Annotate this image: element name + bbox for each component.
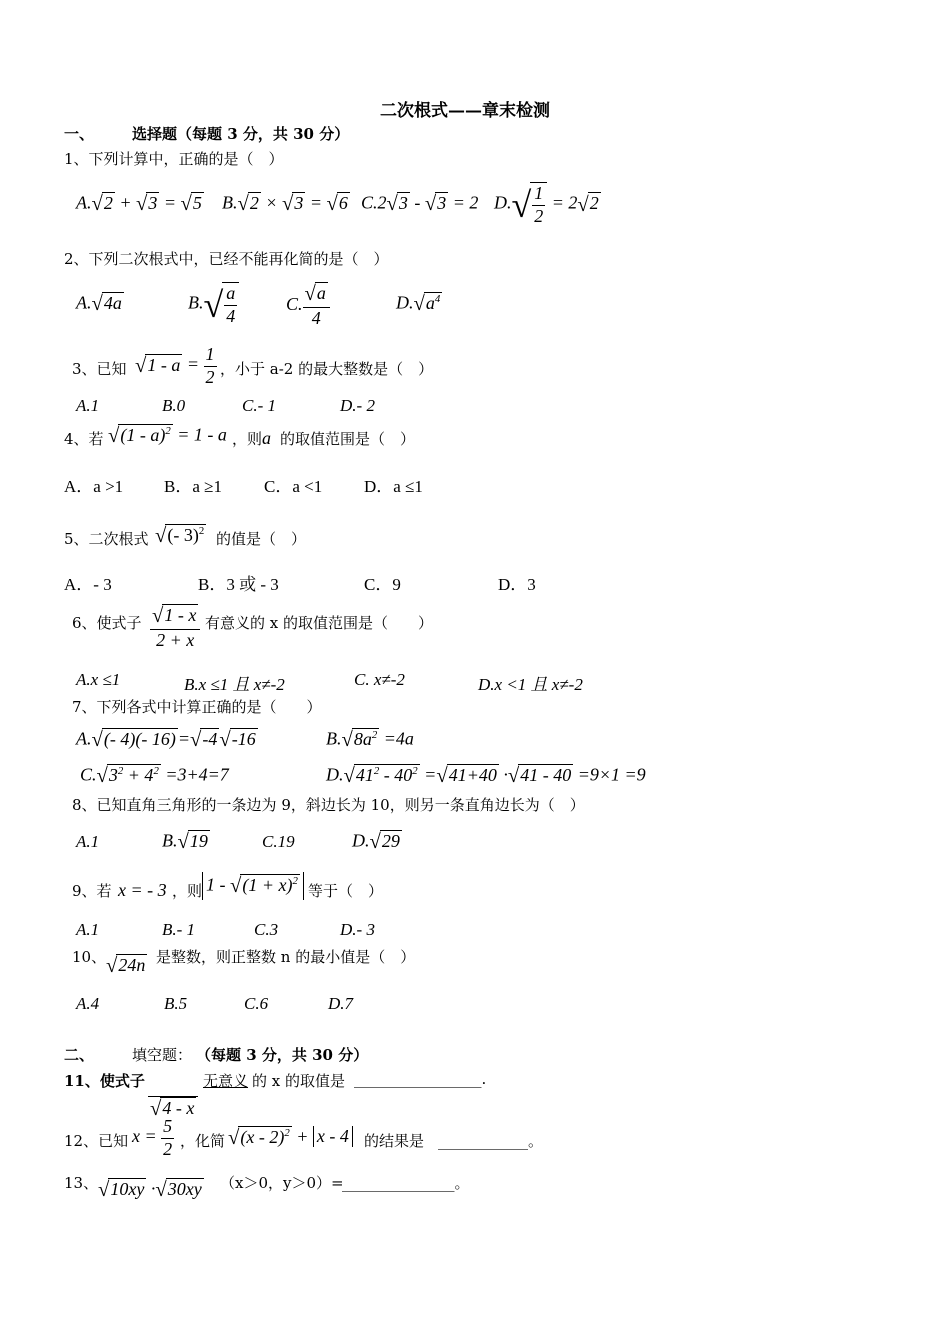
q11-expression: √4 - x (148, 1074, 198, 1122)
q9-option-a: A.1 (76, 920, 100, 939)
q10-option-d: D.7 (328, 994, 354, 1013)
q2-option-c: C. $\frac{√a}{4}$ (286, 282, 330, 330)
q12-condition: x = $\frac{5}{2}$ (132, 1116, 173, 1159)
q1-option-a: A.√2 + √3 = √5 (76, 192, 202, 216)
q5-stem-prefix: 5、二次根式 (64, 530, 149, 548)
q1-option-c: C.2√3 - √3 = 2 (361, 192, 479, 216)
q8-option-d: D.√29 (352, 830, 400, 854)
q6-option-d: D.x <1 且 x≠-2 (478, 675, 583, 694)
q2-option-d: $D.√a^4$ (396, 292, 441, 316)
q5-option-b: B．3 或 - 3 (198, 575, 279, 594)
q9-option-d: D.- 3 (340, 920, 375, 939)
q9-expression: $1 - √(1 + x)^2$ (202, 872, 304, 900)
q2-option-a: A.√4a (76, 292, 122, 316)
q10-option-a: A.4 (76, 994, 100, 1013)
q4-stem-mid: ，则 (232, 430, 263, 448)
q12-answer-blank[interactable]: ____________。 (438, 1132, 544, 1150)
q8-option-b: B.√19 (162, 830, 208, 854)
q3-option-b: B.0 (162, 396, 186, 415)
q9-stem-suffix: 等于（ ） (308, 882, 384, 900)
q9-option-c: C.3 (254, 920, 279, 939)
page-title: 二次根式——章末检测 (380, 101, 550, 121)
q13-expression: √10xy ·√30xy (98, 1178, 202, 1202)
q11-stem-prefix: 11、使式子 (64, 1072, 145, 1090)
q4-condition: √(1 - a)$^2$ = 1 - a (108, 424, 227, 448)
q6-option-a: A.x ≤1 (76, 670, 121, 689)
section-2-number: 二、 (64, 1046, 95, 1064)
q13-stem-prefix: 13、 (64, 1174, 99, 1192)
q3-option-c: C.- 1 (242, 396, 276, 415)
q4-variable: a (262, 428, 271, 448)
q3-stem-prefix: 3、已知 (72, 360, 127, 378)
q3-stem-suffix: ，小于 a-2 的最大整数是（ ） (220, 360, 434, 378)
q1-option-d: D.√ $\frac{1}{2}$ = 2√2 (494, 183, 599, 226)
q11-answer-blank[interactable]: _________________. (354, 1070, 487, 1088)
q13-answer-blank[interactable]: _______________。 (342, 1174, 470, 1192)
q3-option-a: A.1 (76, 396, 100, 415)
q5-option-d: D．3 (498, 575, 536, 594)
q6-expression: $\frac{√1 - x}{2 + x}$ (150, 604, 200, 652)
q6-stem-suffix: 有意义的 x 的取值范围是（ ） (205, 614, 433, 632)
q8-option-a: A.1 (76, 832, 100, 851)
q12-expression: √(x - 2)$^2$ + x - 4 (228, 1126, 353, 1150)
q1-option-b: B.√2 × √3 = √6 (222, 192, 348, 216)
q6-stem-prefix: 6、使式子 (72, 614, 142, 632)
q10-option-c: C.6 (244, 994, 269, 1013)
q2-option-b: B.√ $\frac{a}{4}$ (188, 282, 239, 327)
q7-stem: 7、下列各式中计算正确的是（ ） (72, 698, 322, 716)
q10-stem-suffix: 是整数，则正整数 n 的最小值是（ ） (156, 948, 416, 966)
q7-option-b: $B.√8a^2 =4a$ (326, 728, 414, 752)
q7-option-d: $D.√41^2 - 40^2 =√41+40 \cdot√41 - 40 =9\times 1 =9$ (326, 764, 646, 788)
q9-stem-mid: ，则 (172, 882, 203, 900)
q2-stem: 2、下列二次根式中，已经不能再化简的是（ ） (64, 250, 389, 268)
q3-condition: √1 - a = $\frac{1}{2}$ (135, 344, 215, 387)
q4-option-b: B．a ≥1 (164, 477, 222, 496)
q10-radical: √24n (106, 955, 146, 978)
section-1-label: 选择题（每题 3 分，共 30 分） (132, 125, 350, 143)
q10-option-b: B.5 (164, 994, 188, 1013)
q8-option-c: C.19 (262, 832, 295, 851)
q5-stem-suffix: 的值是（ ） (216, 530, 307, 548)
q5-option-a: A．- 3 (64, 575, 112, 594)
section-2-label-prefix: 填空题： (132, 1046, 193, 1064)
q12-stem-prefix: 12、已知 (64, 1132, 129, 1150)
q3-option-d: D.- 2 (340, 396, 375, 415)
q12-stem-mid: ，化简 (180, 1132, 226, 1150)
q5-option-c: C．9 (364, 575, 401, 594)
q11-stem-suffix: 的 x 的取值是 (252, 1072, 345, 1090)
q4-stem-prefix: 4、若 (64, 430, 104, 448)
q11-underlined-text: 无意义 (203, 1072, 249, 1090)
q9-stem-prefix: 9、若 (72, 882, 112, 900)
q6-option-c: C. x≠-2 (354, 670, 405, 689)
q12-stem-suffix: 的结果是 (364, 1132, 425, 1150)
q9-option-b: B.- 1 (162, 920, 196, 939)
q6-option-b: B.x ≤1 且 x≠-2 (184, 675, 285, 694)
q4-option-d: D．a ≤1 (364, 477, 423, 496)
q5-radical: √(- 3)$^2$ (155, 525, 205, 548)
q13-condition: （x＞0，y＞0）= (220, 1174, 344, 1192)
q4-option-c: C．a <1 (264, 477, 323, 496)
section-1-number: 一、 (64, 125, 95, 143)
section-2-label: （每题 3 分，共 30 分） (196, 1046, 369, 1064)
q4-option-a: A．a >1 (64, 477, 124, 496)
q4-stem-suffix: 的取值范围是（ ） (280, 430, 416, 448)
q7-option-a: A.√(- 4)(- 16) =√-4√-16 (76, 728, 256, 752)
q9-condition: x = - 3 (118, 880, 167, 900)
q1-stem: 1、下列计算中，正确的是（ ） (64, 150, 284, 168)
q7-option-c: $C.√3^2 + 4^2 =3+4=7$ (80, 764, 229, 788)
q8-stem: 8、已知直角三角形的一条边为 9，斜边长为 10，则另一条直角边长为（ ） (72, 796, 585, 814)
q10-stem-prefix: 10、 (72, 948, 107, 966)
